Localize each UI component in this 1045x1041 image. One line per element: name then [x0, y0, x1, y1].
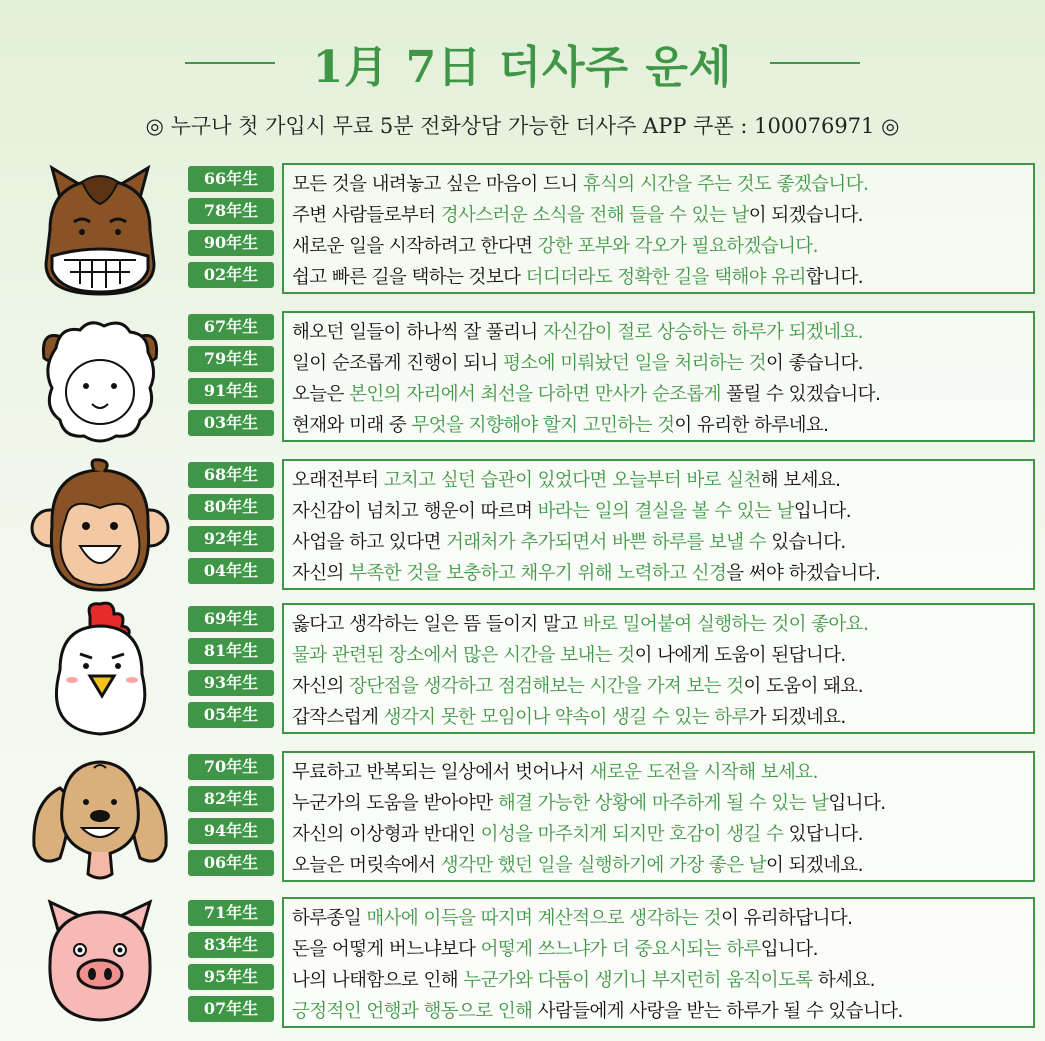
fortune-text: 사업을 하고 있다면 [292, 532, 447, 553]
fortune-box [282, 751, 1035, 882]
fortune-line [292, 465, 1025, 496]
fortune-highlight: 바라는 일의 결실을 볼 수 있는 날 [537, 501, 794, 522]
fortune-text: 옳다고 생각하는 일은 뜸 들이지 말고 [292, 614, 583, 635]
fortune-text: 무료하고 반복되는 일상에서 벗어나서 [292, 762, 590, 783]
fortune-text: 합니다. [805, 267, 863, 288]
fortune-section-horse [0, 160, 1045, 300]
fortune-line [292, 200, 1025, 231]
years-column [188, 900, 274, 1028]
fortune-text: 이 되겠네요. [766, 855, 863, 876]
year-badge: 66年生 [188, 166, 274, 192]
year-badge: 67年生 [188, 314, 274, 340]
fortune-text: 이 나에게 도움이 된답니다. [634, 645, 846, 666]
fortune-text: 있습니다. [766, 532, 846, 553]
coupon-notice: ◎ 누구나 첫 가입시 무료 5분 전화상담 가능한 더사주 APP 쿠폰 : 100076971 ◎ [145, 114, 900, 138]
fortune-line [292, 702, 1025, 733]
fortune-line [292, 317, 1025, 348]
pig-icon [30, 894, 170, 1034]
fortune-line [292, 788, 1025, 819]
fortune-highlight: 자신감이 절로 상승하는 하루가 되겠네요. [542, 322, 863, 343]
fortune-highlight: 장단점을 생각하고 점검해보는 시간을 가져 보는 것 [349, 676, 744, 697]
fortune-line [292, 379, 1025, 410]
page-title: 1月 7日 더사주 운세 [312, 42, 733, 93]
fortune-text: 오래전부터 [292, 470, 384, 491]
fortune-highlight: 고치고 싶던 습관이 있었다면 오늘부터 바로 실천 [383, 470, 761, 491]
title-divider-right [770, 62, 860, 64]
fortune-line [292, 903, 1025, 934]
fortune-highlight: 새로운 도전을 시작해 보세요. [589, 762, 818, 783]
fortune-text: 이 유리하답니다. [720, 908, 853, 929]
year-badge: 83年生 [188, 932, 274, 958]
fortune-highlight: 긍정적인 언행과 행동으로 인해 [292, 1001, 533, 1022]
fortune-text: 주변 사람들로부터 [292, 205, 441, 226]
fortune-line [292, 348, 1025, 379]
fortune-line [292, 757, 1025, 788]
fortune-highlight: 이성을 마주치게 되지만 호감이 생길 수 [480, 824, 784, 845]
fortune-highlight: 생각지 못한 모임이나 약속이 생길 수 있는 하루 [383, 707, 749, 728]
fortune-highlight: 누군가와 다툼이 생기니 부지런히 움직이도록 [463, 970, 813, 991]
fortune-highlight: 거래처가 추가되면서 바쁜 하루를 보낼 수 [446, 532, 767, 553]
fortune-box [282, 897, 1035, 1028]
fortune-text: 해오던 일들이 하나씩 잘 풀리니 [292, 322, 543, 343]
fortune-line [292, 934, 1025, 965]
years-column [188, 462, 274, 590]
year-badge: 03年生 [188, 410, 274, 436]
years-column [188, 754, 274, 882]
fortune-line [292, 169, 1025, 200]
fortune-text: 새로운 일을 시작하려고 한다면 [292, 236, 538, 257]
fortune-text: 나의 나태함으로 인해 [292, 970, 464, 991]
fortune-text: 모든 것을 내려놓고 싶은 마음이 드니 [292, 174, 583, 195]
fortune-highlight: 경사스러운 소식을 전해 들을 수 있는 날 [440, 205, 749, 226]
fortune-box [282, 459, 1035, 590]
header [0, 0, 1045, 150]
fortune-highlight: 휴식의 시간을 주는 것도 좋겠습니다. [582, 174, 869, 195]
fortune-line [292, 496, 1025, 527]
year-badge: 93年生 [188, 670, 274, 696]
fortune-text: 일이 순조롭게 진행이 되니 [292, 353, 504, 374]
year-badge: 95年生 [188, 964, 274, 990]
years-column [188, 314, 274, 442]
title-row [0, 28, 1045, 98]
fortune-text: 오늘은 머릿속에서 [292, 855, 441, 876]
fortune-highlight: 본인의 자리에서 최선을 다하면 만사가 순조롭게 [349, 384, 721, 405]
fortune-text: 자신의 이상형과 반대인 [292, 824, 481, 845]
dog-icon [30, 748, 170, 888]
fortune-text: 현재와 미래 중 [292, 415, 412, 436]
fortune-text: 이 되겠습니다. [748, 205, 863, 226]
fortune-text: 풀릴 수 있겠습니다. [720, 384, 881, 405]
title-divider-left [185, 62, 275, 64]
fortune-text: 돈을 어떻게 버느냐보다 [292, 939, 481, 960]
fortune-section-rooster [0, 600, 1045, 740]
year-badge: 05年生 [188, 702, 274, 728]
year-badge: 82年生 [188, 786, 274, 812]
fortune-highlight: 바로 밀어붙여 실행하는 것이 좋아요. [582, 614, 869, 635]
fortune-highlight: 생각만 했던 일을 실행하기에 가장 좋은 날 [440, 855, 767, 876]
fortune-text: 자신감이 넘치고 행운이 따르며 [292, 501, 538, 522]
fortune-text: 이 좋습니다. [766, 353, 863, 374]
fortune-section-sheep [0, 308, 1045, 448]
year-badge: 68年生 [188, 462, 274, 488]
fortune-text: 있답니다. [783, 824, 863, 845]
year-badge: 06年生 [188, 850, 274, 876]
year-badge: 90年生 [188, 230, 274, 256]
fortune-line [292, 262, 1025, 293]
fortune-text: 입니다. [828, 793, 886, 814]
fortune-text: 을 써야 하겠습니다. [726, 563, 881, 584]
fortune-text: 사람들에게 사랑을 받는 하루가 될 수 있습니다. [532, 1001, 903, 1022]
year-badge: 92年生 [188, 526, 274, 552]
year-badge: 70年生 [188, 754, 274, 780]
fortune-line [292, 640, 1025, 671]
fortune-text: 이 유리한 하루네요. [674, 415, 829, 436]
fortune-line [292, 558, 1025, 589]
fortune-highlight: 어떻게 쓰느냐가 더 중요시되는 하루 [480, 939, 761, 960]
fortune-text: 갑작스럽게 [292, 707, 384, 728]
fortune-line [292, 996, 1025, 1027]
fortune-box [282, 311, 1035, 442]
fortune-box [282, 603, 1035, 734]
year-badge: 94年生 [188, 818, 274, 844]
year-badge: 91年生 [188, 378, 274, 404]
years-column [188, 166, 274, 294]
fortune-text: 입니다. [760, 939, 818, 960]
fortune-text: 해 보세요. [760, 470, 841, 491]
fortune-text: 쉽고 빠른 길을 택하는 것보다 [292, 267, 526, 288]
fortune-line [292, 527, 1025, 558]
year-badge: 69年生 [188, 606, 274, 632]
fortune-line [292, 850, 1025, 881]
rooster-icon [30, 600, 170, 740]
fortune-highlight: 평소에 미뤄놨던 일을 처리하는 것 [503, 353, 767, 374]
fortune-highlight: 물과 관련된 장소에서 많은 시간을 보내는 것 [292, 645, 635, 666]
fortune-text: 입니다. [793, 501, 851, 522]
fortune-section-monkey [0, 456, 1045, 596]
fortune-highlight: 매사에 이득을 따지며 계산적으로 생각하는 것 [366, 908, 721, 929]
fortune-text: 자신의 [292, 563, 350, 584]
fortune-text: 가 되겠네요. [748, 707, 846, 728]
fortune-highlight: 강한 포부와 각오가 필요하겠습니다. [537, 236, 818, 257]
fortune-line [292, 609, 1025, 640]
fortune-text: 하세요. [812, 970, 875, 991]
fortune-section-dog [0, 748, 1045, 888]
fortune-highlight: 더디더라도 정확한 길을 택해야 유리 [525, 267, 806, 288]
horse-icon [30, 160, 170, 300]
fortune-highlight: 해결 가능한 상황에 마주하게 될 수 있는 날 [497, 793, 829, 814]
fortune-line [292, 965, 1025, 996]
fortune-text: 이 도움이 돼요. [743, 676, 863, 697]
fortune-line [292, 410, 1025, 441]
fortune-text: 오늘은 [292, 384, 350, 405]
year-badge: 81年生 [188, 638, 274, 664]
year-badge: 07年生 [188, 996, 274, 1022]
year-badge: 04年生 [188, 558, 274, 584]
fortune-line [292, 819, 1025, 850]
fortune-section-pig [0, 894, 1045, 1034]
fortune-line [292, 671, 1025, 702]
year-badge: 71年生 [188, 900, 274, 926]
year-badge: 02年生 [188, 262, 274, 288]
fortune-box [282, 163, 1035, 294]
year-badge: 79年生 [188, 346, 274, 372]
years-column [188, 606, 274, 734]
fortune-line [292, 231, 1025, 262]
monkey-icon [30, 456, 170, 596]
sheep-icon [30, 308, 170, 448]
fortune-highlight: 부족한 것을 보충하고 채우기 위해 노력하고 신경 [349, 563, 727, 584]
fortune-text: 자신의 [292, 676, 350, 697]
year-badge: 80年生 [188, 494, 274, 520]
fortune-text: 누군가의 도움을 받아야만 [292, 793, 498, 814]
fortune-highlight: 무엇을 지향해야 할지 고민하는 것 [411, 415, 675, 436]
fortune-text: 하루종일 [292, 908, 367, 929]
year-badge: 78年生 [188, 198, 274, 224]
